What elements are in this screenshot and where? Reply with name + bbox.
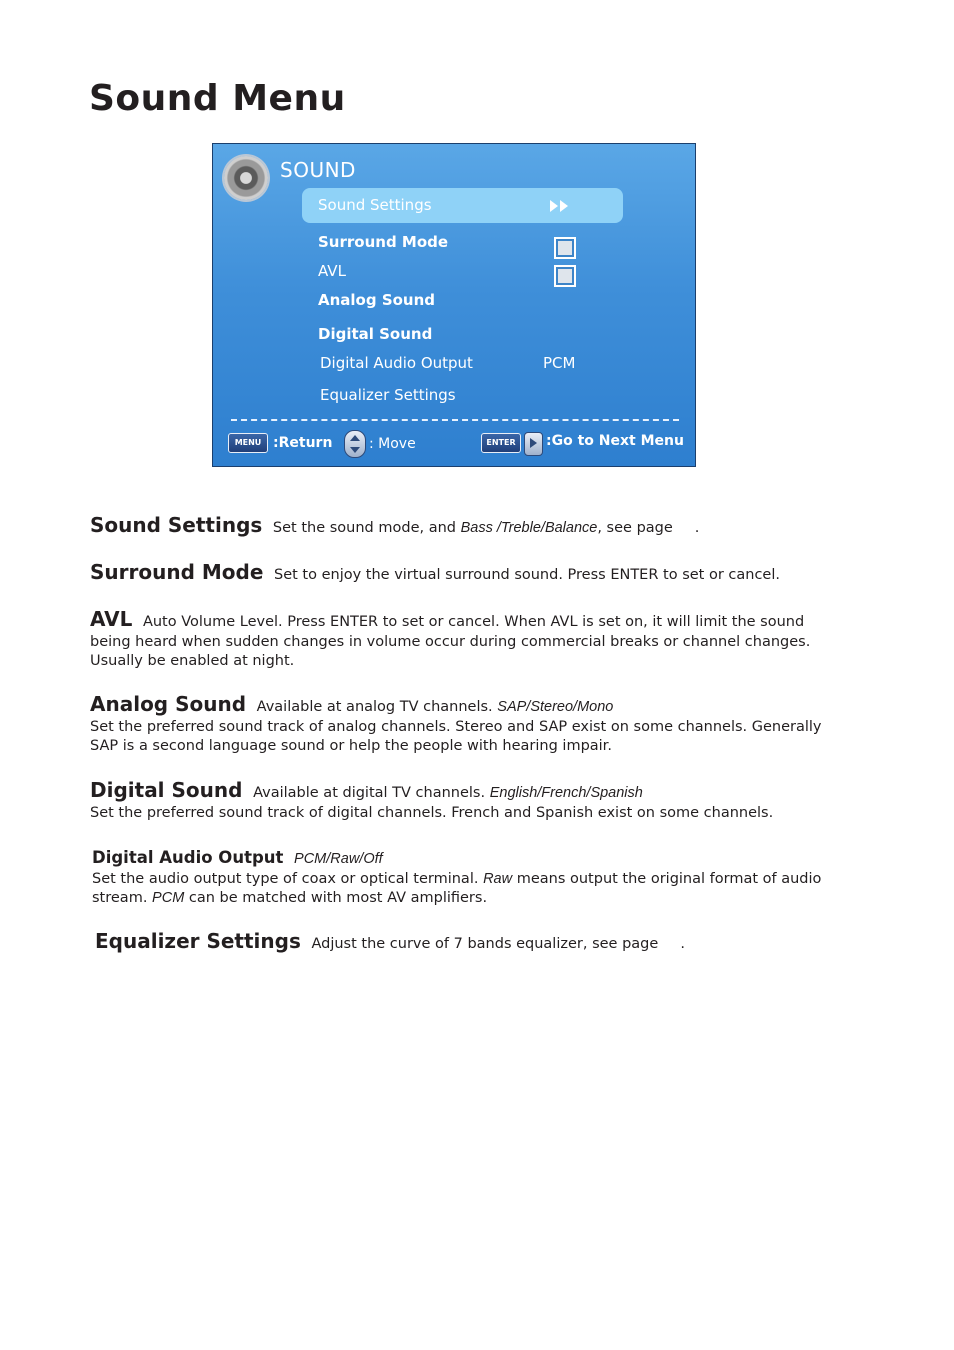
osd-item-analog-sound[interactable]: Analog Sound (318, 291, 436, 309)
desc-equalizer-settings (95, 929, 835, 955)
osd-item-surround-mode[interactable]: Surround Mode (318, 233, 449, 251)
desc-text: Adjust the curve of 7 bands equalizer, see page (311, 936, 659, 952)
term-surround-mode: Surround Mode (90, 560, 264, 584)
osd-menu-title: SOUND (280, 158, 356, 182)
right-key-icon (524, 432, 543, 456)
desc-text: Set the sound mode, and (272, 520, 461, 536)
digital-audio-output-value: PCM (543, 354, 576, 372)
desc-pcm: PCM (152, 890, 185, 906)
desc-analog-sound (90, 692, 830, 757)
desc-text: Set the preferred sound track of digital channels. French and Spanish exist on some channels. (90, 804, 774, 821)
desc-options: Bass /Treble/Balance (460, 520, 598, 536)
term-avl: AVL (90, 607, 133, 631)
desc-text: Available at analog TV channels. (256, 699, 498, 715)
desc-sound-settings (90, 513, 830, 539)
desc-text: Set the audio output type of coax or optical terminal. (92, 870, 484, 887)
page-title: Sound Menu (89, 78, 346, 119)
desc-options: English/French/Spanish (489, 785, 643, 801)
desc-text: means output the original format of audio stream. (92, 870, 822, 906)
return-hint: :Return (273, 435, 333, 451)
term-sound-settings: Sound Settings (90, 513, 263, 537)
next-menu-hint: :Go to Next Menu (546, 433, 684, 449)
desc-text: can be matched with most AV amplifiers. (184, 890, 488, 906)
menu-key-icon: MENU (228, 433, 268, 453)
osd-item-digital-sound[interactable]: Digital Sound (318, 325, 433, 343)
desc-options: PCM/Raw/Off (294, 851, 383, 867)
desc-digital-sound (90, 778, 830, 823)
term-digital-audio-output: Digital Audio Output (92, 848, 284, 867)
desc-text: Set the preferred sound track of analog channels. Stereo and SAP exist on some channels. Generally SAP is a second language sound or help the people with hearing impair. (90, 718, 822, 754)
term-digital-sound: Digital Sound (90, 778, 243, 802)
term-analog-sound: Analog Sound (90, 692, 247, 716)
double-right-arrow-icon (550, 200, 568, 212)
enter-key-icon: ENTER (481, 433, 521, 453)
desc-raw: Raw (483, 870, 513, 887)
desc-text: Set to enjoy the virtual surround sound. Press ENTER to set or cancel. (274, 567, 780, 583)
desc-text: . (680, 936, 685, 952)
desc-text: , see page (597, 520, 673, 536)
desc-text: Auto Volume Level. Press ENTER to set or cancel. When AVL is set on, it will limit the sound being heard when sudden changes in volume occur during commercial breaks or channel changes. Usually be enabled at night. (90, 614, 811, 669)
surround-mode-checkbox[interactable] (554, 237, 576, 259)
term-equalizer-settings: Equalizer Settings (95, 929, 301, 953)
desc-options: SAP/Stereo/Mono (497, 699, 614, 715)
move-hint: : Move (369, 436, 416, 452)
osd-item-avl[interactable]: AVL (318, 262, 346, 280)
osd-item-sound-settings[interactable]: Sound Settings (318, 196, 432, 214)
desc-text: Available at digital TV channels. (253, 785, 490, 801)
desc-surround-mode (90, 560, 830, 586)
desc-avl (90, 607, 830, 672)
avl-checkbox[interactable] (554, 265, 576, 287)
desc-text: . (694, 520, 700, 536)
osd-item-digital-audio-output[interactable]: Digital Audio Output (320, 354, 473, 372)
sound-menu-screenshot (212, 143, 696, 467)
osd-divider (231, 419, 679, 421)
desc-digital-audio-output (92, 848, 832, 909)
speaker-icon (224, 156, 268, 200)
osd-item-equalizer-settings[interactable]: Equalizer Settings (320, 386, 456, 404)
up-down-key-icon (344, 430, 366, 458)
